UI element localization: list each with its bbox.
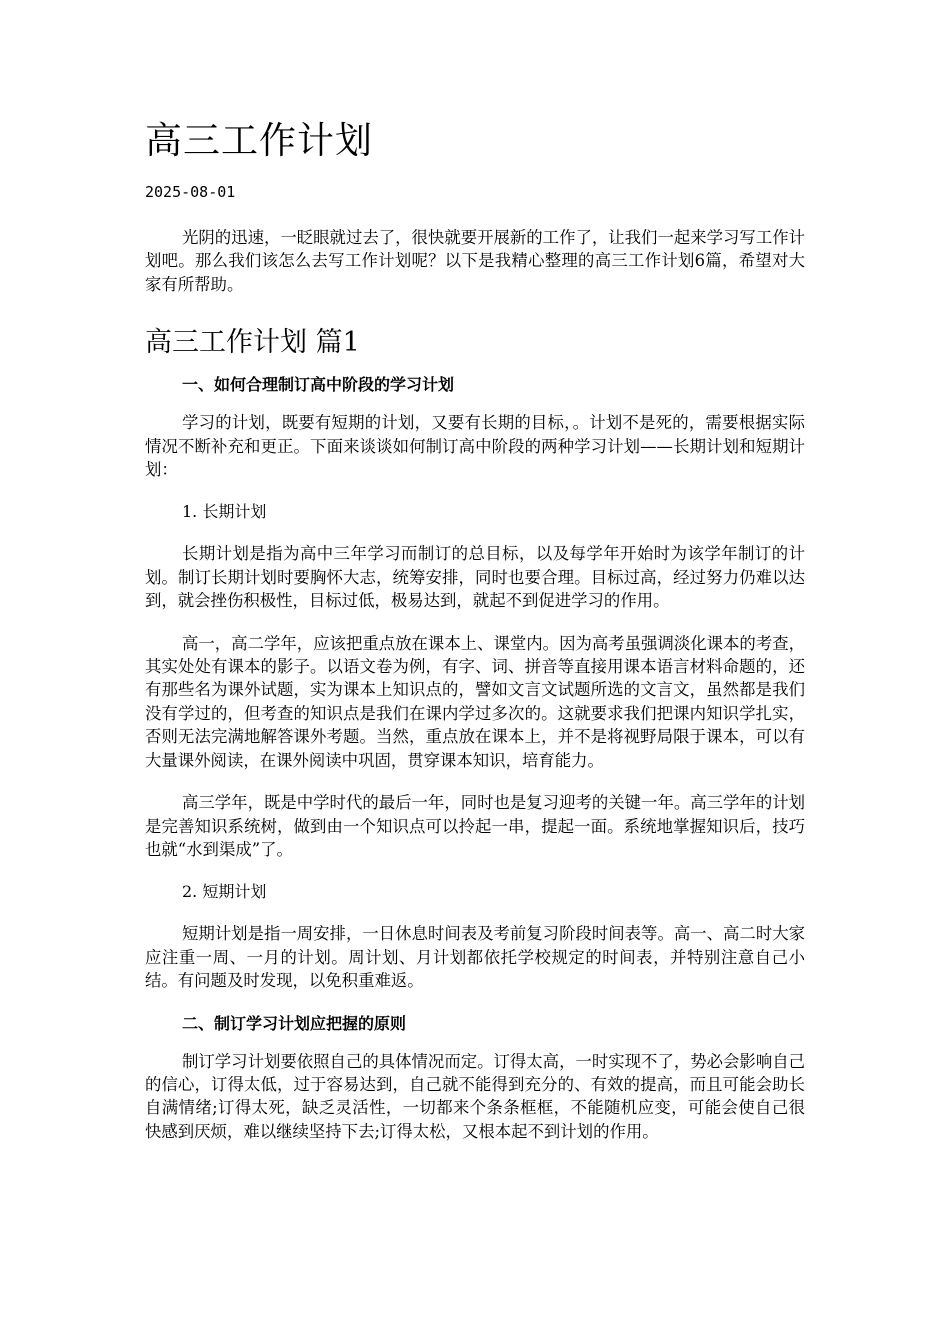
subheading-principles: 二、制订学习计划应把握的原则 [182, 1013, 407, 1033]
paragraph-grade-three: 高三学年，既是中学时代的最后一年，同时也是复习迎考的关键一年。高三学年的计划是完善知识系统树，做到由一个知识点可以拎起一串，提起一面。系统地掌握知识后，技巧也就“水到渠成”了。 [145, 793, 805, 859]
section-title: 高三工作计划 篇1 [145, 327, 360, 359]
list-item-short-term: 2. 短期计划 [182, 882, 267, 902]
paragraph-grade-one-two: 高一，高二学年，应该把重点放在课本上、课堂内。因为高考虽强调淡化课本的考查，其实处处有课本的影子。以语文卷为例，有字、词、拼音等直接用课本语言材料命题的，还有那些名为课外试题，实为课本上知识点的，譬如文言文试题所选的文言文，虽然都是我们没有学过的，但考查的知识点是我们在课内学过多次的。这就要求我们把课内知识学扎实，否则无法完满地解答课外考题。当然，重点放在课本上，并不是将视野局限于课本，可以有大量课外阅读，在课外阅读中巩固，贯穿课本知识，培育能力。 [145, 633, 805, 770]
document-body [145, 226, 805, 1162]
paragraph-principles: 制订学习计划要依照自己的具体情况而定。订得太高，一时实现不了，势必会影响自己的信心，订得太低，过于容易达到，自己就不能得到充分的、有效的提高，而且可能会助长自满情绪;订得太死，缺乏灵活性，一切都来个条条框框，不能随机应变，可能会使自己很快感到厌烦，难以继续坚持下去;订得太松，又根本起不到计划的作用。 [145, 1051, 805, 1141]
paragraph-plan-intro: 学习的计划，既要有短期的计划，又要有长期的目标，。计划不是死的，需要根据实际情况不断补充和更正。下面来谈谈如何制订高中阶段的两种学习计划——长期计划和短期计划： [145, 413, 805, 480]
paragraph-long-term: 长期计划是指为高中三年学习而制订的总目标，以及每学年开始时为该学年制订的计划。制订长期计划时要胸怀大志，统筹安排，同时也要合理。目标过高，经过努力仍难以达到，就会挫伤积极性，目标过低，极易达到，就起不到促进学习的作用。 [145, 544, 805, 611]
paragraph-short-term: 短期计划是指一周安排，一日休息时间表及考前复习阶段时间表等。高一、高二时大家应注重一周、一月的计划。周计划、月计划都依托学校规定的时间表，并特别注意自己小结。有问题及时发现，以免积重难返。 [145, 924, 805, 991]
subheading-plan: 一、如何合理制订高中阶段的学习计划 [182, 375, 455, 395]
document-title: 高三工作计划 [145, 119, 373, 162]
document-date: 2025-08-01 [145, 183, 236, 201]
intro-paragraph: 光阴的迅速，一眨眼就过去了，很快就要开展新的工作了，让我们一起来学习写工作计划吧。那么我们该怎么去写工作计划呢？以下是我精心整理的高三工作计划6篇，希望对大家有所帮助。 [145, 228, 805, 294]
list-item-long-term: 1. 长期计划 [182, 502, 267, 522]
